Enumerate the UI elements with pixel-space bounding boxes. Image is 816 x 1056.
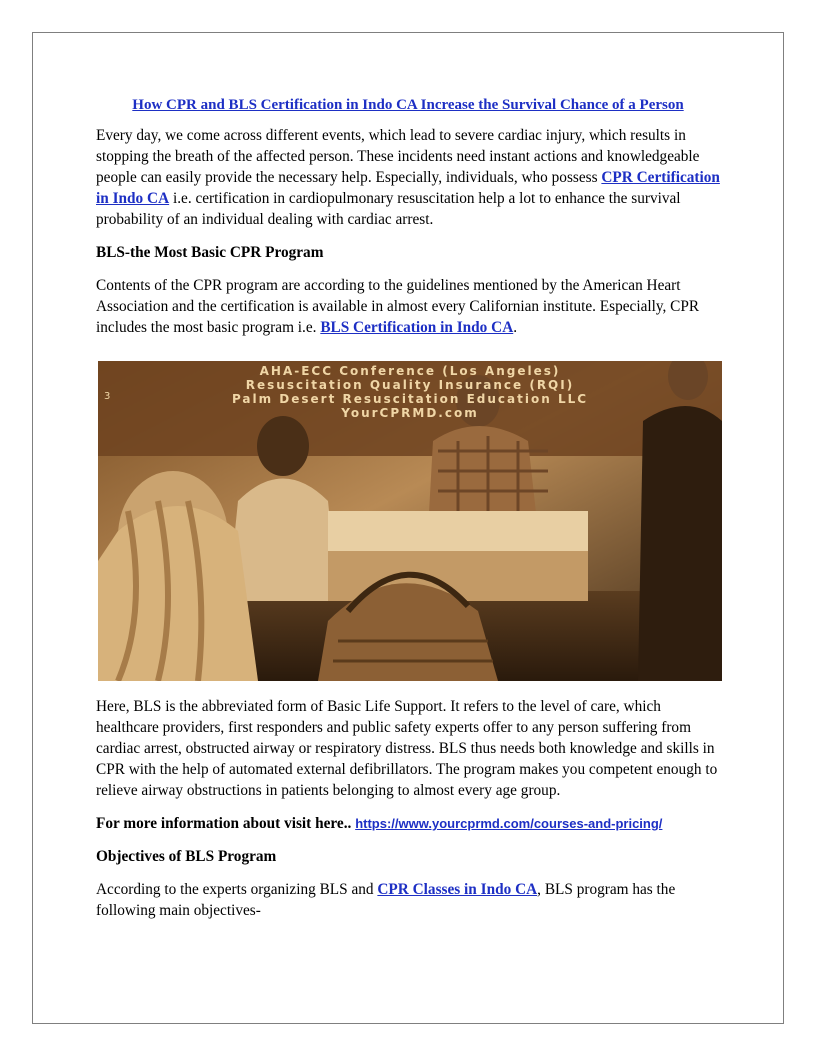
paragraph-intro-text-1: Every day, we come across different events, which lead to severe cardiac injury, which results in stopping the breath of the affected person. These incidents need instant actions and knowledgeable people can easily provide the necessary help. Especially, individuals, who possess (96, 127, 700, 186)
courses-pricing-link[interactable]: https://www.yourcprmd.com/courses-and-pricing/ (355, 816, 663, 831)
more-info-label: For more information about visit here.. (96, 815, 352, 832)
document-body-continued (96, 696, 720, 933)
photo-illustration (98, 361, 722, 681)
photo-caption-line-2: Resuscitation Quality Insurance (RQI) (245, 378, 575, 392)
photo-corner-mark: 3 (104, 391, 111, 402)
photo-caption-line-3: Palm Desert Resuscitation Education LLC (231, 392, 589, 406)
paragraph-intro-text-2: i.e. certification in cardiopulmonary resuscitation help a lot to enhance the survival probability of an individual dealing with cardiac arrest. (96, 190, 681, 228)
bls-certification-link[interactable]: BLS Certification in Indo CA (320, 319, 514, 336)
heading-bls-basic: BLS-the Most Basic CPR Program (96, 244, 324, 261)
paragraph-contents (96, 275, 720, 338)
photo-caption-line-1: AHA-ECC Conference (Los Angeles) (259, 364, 561, 378)
paragraph-contents-text-1: Contents of the CPR program are according to the guidelines mentioned by the American Heart Association and the certification is available in almost every Californian institute. Especially, CPR includes the most basic program i.e. (96, 277, 700, 336)
document-body (96, 95, 720, 350)
more-info-line (96, 813, 720, 834)
title-link[interactable]: How CPR and BLS Certification in Indo CA Increase the Survival Chance of a Person (132, 97, 684, 113)
paragraph-contents-text-2: . (513, 319, 518, 336)
cpr-training-photo (98, 361, 722, 681)
cpr-certification-link[interactable]: CPR Certification in Indo CA (96, 169, 720, 207)
page-title (96, 95, 720, 115)
paragraph-objectives-text-1: According to the experts organizing BLS and (96, 881, 378, 898)
paragraph-bls-definition: Here, BLS is the abbreviated form of Basic Life Support. It refers to the level of care, which healthcare providers, first responders and public safety experts offer to any person suffering from cardiac arrest, obstructed airway or respiratory distress. BLS thus needs both knowledge and skills in CPR with the help of automated external defibrillators. The program makes you competent enough to relieve airway obstructions in patients belonging to almost every age group. (96, 698, 718, 799)
paragraph-objectives-text-2: , BLS program has the following main objectives- (96, 881, 676, 919)
paragraph-objectives (96, 879, 720, 921)
heading-objectives: Objectives of BLS Program (96, 848, 277, 865)
photo-caption-line-4: YourCPRMD.com (341, 406, 479, 420)
cpr-classes-link[interactable]: CPR Classes in Indo CA (377, 881, 538, 898)
paragraph-intro (96, 125, 720, 230)
